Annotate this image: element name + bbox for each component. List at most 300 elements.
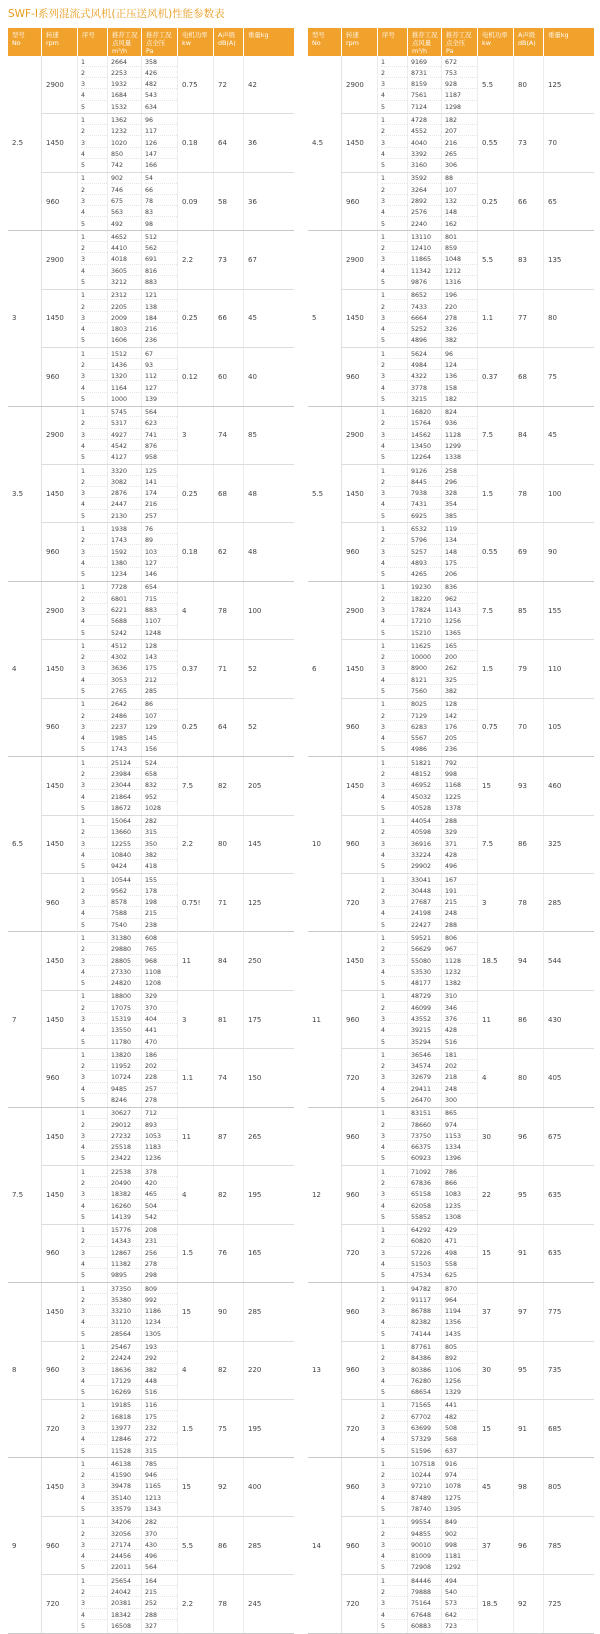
pressure-list <box>442 1342 478 1399</box>
flow-list <box>408 1517 442 1574</box>
list-value: 306 <box>445 162 458 170</box>
list-value: 200 <box>445 654 477 662</box>
header-line: No <box>312 39 321 47</box>
rpm-value: 1450 <box>42 1458 78 1515</box>
list-value: 78 <box>145 198 177 206</box>
list-value: 2876 <box>111 490 141 498</box>
power-value: 1.5 <box>478 465 514 522</box>
weight-value: 125 <box>548 80 562 89</box>
list-value: 3 <box>381 256 407 264</box>
list-value: 22011 <box>111 1564 132 1572</box>
list-value: 282 <box>145 1519 177 1527</box>
power-value: 3 <box>478 874 514 931</box>
power-value: 1.5 <box>178 1400 214 1457</box>
list-value: 5 <box>381 921 386 929</box>
list-value: 16260 <box>111 1203 141 1211</box>
list-value: 558 <box>445 1261 477 1269</box>
list-value: 2447 <box>111 501 141 509</box>
header-line: 转速 <box>46 31 59 39</box>
list-value: 3 <box>81 899 107 907</box>
noise-value: 92 <box>514 1575 544 1632</box>
table-row <box>342 757 594 815</box>
list-value: 2 <box>81 771 107 779</box>
list-value: 148 <box>445 549 477 557</box>
list-value: 30448 <box>411 888 441 896</box>
power-value: 15 <box>478 757 514 814</box>
list-value: 4 <box>81 794 107 802</box>
power-value: 2.2 <box>178 231 214 288</box>
list-value: 60820 <box>411 1238 441 1246</box>
list-value: 11952 <box>111 1063 141 1071</box>
list-value: 5 <box>381 337 386 345</box>
flow-list <box>408 874 442 931</box>
list-value: 93 <box>145 362 177 370</box>
list-value: 494 <box>445 1578 477 1586</box>
list-value: 7561 <box>411 92 441 100</box>
weight-value: 90 <box>548 548 557 557</box>
rpm-value: 1450 <box>342 757 378 814</box>
list-value: 3 <box>381 373 407 381</box>
model-number: 12 <box>308 1108 342 1282</box>
list-value: 205 <box>445 735 477 743</box>
seq-list <box>378 1458 408 1515</box>
list-value: 1 <box>381 351 407 359</box>
list-value: 430 <box>145 1542 177 1550</box>
header-line: 电机功率 <box>482 31 508 39</box>
rpm-value: 2900 <box>42 231 78 288</box>
list-value: 11780 <box>111 1038 132 1046</box>
noise-value: 96 <box>514 1517 544 1574</box>
list-value: 13820 <box>111 1052 141 1060</box>
list-value: 20490 <box>111 1180 141 1188</box>
model-number: 6.5 <box>8 757 42 931</box>
table-row <box>42 173 294 230</box>
list-value: 7938 <box>411 490 441 498</box>
rpm-value: 960 <box>42 348 78 405</box>
table-row <box>342 407 594 465</box>
noise-value: 86 <box>214 1517 244 1574</box>
flow-list <box>108 757 142 814</box>
list-value: 21864 <box>111 794 141 802</box>
list-value: 1232 <box>111 128 141 136</box>
list-value: 642 <box>445 1612 477 1620</box>
list-value: 4 <box>381 1027 407 1035</box>
list-value: 4 <box>381 852 407 860</box>
list-value: 3 <box>381 549 407 557</box>
list-value: 2 <box>81 537 107 545</box>
flow-list <box>108 1166 142 1223</box>
pressure-list <box>442 1575 478 1632</box>
list-value: 1 <box>81 818 107 826</box>
noise-value: 72 <box>214 56 244 113</box>
list-value: 1 <box>381 1286 407 1294</box>
header-line: rpm <box>346 39 359 47</box>
list-value: 148 <box>445 209 477 217</box>
table-row <box>342 1458 594 1516</box>
list-value: 18342 <box>111 1612 141 1620</box>
list-value: 1168 <box>445 782 477 790</box>
list-value: 3 <box>381 607 407 615</box>
list-value: 2 <box>381 1238 407 1246</box>
list-value: 6283 <box>411 724 441 732</box>
noise-value: 73 <box>514 114 544 171</box>
list-value: 1164 <box>111 385 141 393</box>
list-value: 5688 <box>111 618 141 626</box>
noise-value: 91 <box>514 1225 544 1282</box>
list-value: 504 <box>145 1203 177 1211</box>
list-value: 1020 <box>111 140 141 148</box>
weight-value: 205 <box>248 781 262 790</box>
noise-value: 64 <box>214 114 244 171</box>
list-value: 418 <box>145 863 158 871</box>
header-line: 推荐工况 <box>446 31 472 39</box>
pressure-list <box>442 290 478 347</box>
seq-list <box>78 991 108 1048</box>
pressure-list <box>442 1225 478 1282</box>
list-value: 18636 <box>111 1367 141 1375</box>
list-value: 958 <box>145 454 158 462</box>
list-value: 46099 <box>411 1005 441 1013</box>
weight-value: 220 <box>248 1366 262 1375</box>
list-value: 568 <box>445 1436 477 1444</box>
noise-value: 91 <box>514 1400 544 1457</box>
flow-list <box>408 1575 442 1632</box>
list-value: 178 <box>145 888 177 896</box>
list-value: 946 <box>145 1472 177 1480</box>
list-value: 9485 <box>111 1086 141 1094</box>
power-value: 2.2 <box>178 1575 214 1632</box>
list-value: 5796 <box>411 537 441 545</box>
power-value: 11 <box>478 991 514 1048</box>
speed-groups <box>342 582 594 756</box>
list-value: 2 <box>381 713 407 721</box>
table-row <box>342 1108 594 1166</box>
list-value: 16508 <box>111 1622 132 1630</box>
list-value: 3 <box>81 140 107 148</box>
list-value: 18800 <box>111 993 141 1001</box>
list-value: 2 <box>381 304 407 312</box>
header-line: Pa <box>146 47 154 55</box>
list-value: 87489 <box>411 1495 441 1503</box>
list-value: 1 <box>81 175 107 183</box>
list-value: 5 <box>81 687 86 695</box>
list-value: 3 <box>81 315 107 323</box>
list-value: 4127 <box>111 454 128 462</box>
list-value: 12410 <box>411 245 441 253</box>
weight-value: 635 <box>548 1190 562 1199</box>
list-value: 1382 <box>445 980 462 988</box>
flow-list <box>108 114 142 171</box>
list-value: 206 <box>445 571 458 579</box>
list-value: 1 <box>381 526 407 534</box>
list-value: 2 <box>81 1531 107 1539</box>
list-value: 1028 <box>145 804 162 812</box>
list-value: 482 <box>445 1414 477 1422</box>
list-value: 1 <box>81 584 107 592</box>
flow-list <box>108 816 142 873</box>
list-value: 39215 <box>411 1027 441 1035</box>
speed-groups <box>342 1108 594 1282</box>
list-value: 2 <box>381 1180 407 1188</box>
list-value: 8731 <box>411 70 441 78</box>
list-value: 67 <box>145 351 177 359</box>
list-value: 4 <box>81 1261 107 1269</box>
list-value: 13977 <box>111 1425 141 1433</box>
list-value: 785 <box>145 1461 177 1469</box>
list-value: 1308 <box>445 1213 462 1221</box>
list-value: 1225 <box>445 794 477 802</box>
seq-list <box>378 1517 408 1574</box>
noise-value: 68 <box>214 465 244 522</box>
list-value: 13550 <box>111 1027 141 1035</box>
power-value: 18.5 <box>478 1575 514 1632</box>
rpm-value: 1450 <box>42 991 78 1048</box>
weight-value: 285 <box>248 1541 262 1550</box>
weight-value: 67 <box>248 256 257 265</box>
flow-list <box>108 173 142 230</box>
list-value: 134 <box>445 537 477 545</box>
list-value: 441 <box>445 1402 477 1410</box>
list-value: 1 <box>81 526 107 534</box>
list-value: 482 <box>145 81 177 89</box>
noise-value: 80 <box>514 56 544 113</box>
list-value: 2 <box>81 713 107 721</box>
list-value: 4728 <box>411 117 441 125</box>
noise-value: 81 <box>214 991 244 1048</box>
power-value: 7.5 <box>478 816 514 873</box>
header-line: 序号 <box>382 31 395 39</box>
list-value: 1235 <box>445 1203 477 1211</box>
list-value: 34574 <box>411 1063 441 1071</box>
table-row <box>342 173 594 230</box>
flow-list <box>108 582 142 639</box>
noise-value: 66 <box>514 173 544 230</box>
list-value: 116 <box>145 1402 177 1410</box>
list-value: 94855 <box>411 1531 441 1539</box>
list-value: 176 <box>445 724 477 732</box>
list-value: 8121 <box>411 677 441 685</box>
list-value: 5 <box>81 1330 86 1338</box>
list-value: 1292 <box>445 1564 462 1572</box>
list-value: 5 <box>81 278 86 286</box>
list-value: 1 <box>381 409 407 417</box>
list-value: 1208 <box>145 980 162 988</box>
table-row <box>42 1166 294 1224</box>
list-value: 426 <box>145 70 177 78</box>
list-value: 3 <box>381 315 407 323</box>
list-value: 328 <box>445 490 477 498</box>
speed-groups <box>42 1108 294 1282</box>
table-header <box>308 28 594 56</box>
flow-list <box>408 1400 442 1457</box>
list-value: 8025 <box>411 701 441 709</box>
weight-value: 45 <box>548 431 557 440</box>
list-value: 119 <box>445 526 477 534</box>
list-value: 248 <box>445 1086 477 1094</box>
power-value: 5.5 <box>478 56 514 113</box>
weight-value: 40 <box>248 372 257 381</box>
list-value: 193 <box>145 1344 177 1352</box>
seq-list <box>378 757 408 814</box>
list-value: 2 <box>81 362 107 370</box>
list-value: 4 <box>81 443 107 451</box>
pressure-list <box>142 1458 178 1515</box>
seq-list <box>378 1342 408 1399</box>
list-value: 741 <box>145 432 177 440</box>
noise-value: 69 <box>514 523 544 580</box>
list-value: 1 <box>81 117 107 125</box>
list-value: 23984 <box>111 771 141 779</box>
list-value: 3 <box>381 1600 407 1608</box>
header-line: 重量kg <box>248 31 269 39</box>
list-value: 2 <box>81 829 107 837</box>
seq-list <box>78 114 108 171</box>
list-value: 300 <box>445 1097 458 1105</box>
list-value: 75164 <box>411 1600 441 1608</box>
list-value: 9876 <box>411 278 428 286</box>
flow-list <box>108 56 142 113</box>
list-value: 5 <box>81 337 86 345</box>
list-value: 1305 <box>145 1330 162 1338</box>
list-value: 60883 <box>411 1622 432 1630</box>
list-value: 73750 <box>411 1133 441 1141</box>
list-value: 1213 <box>145 1495 177 1503</box>
list-value: 174 <box>145 490 177 498</box>
rpm-value: 960 <box>42 1049 78 1106</box>
list-value: 11382 <box>111 1261 141 1269</box>
rpm-value: 960 <box>342 816 378 873</box>
list-value: 4018 <box>111 256 141 264</box>
list-value: 5 <box>81 980 86 988</box>
list-value: 220 <box>445 304 477 312</box>
list-value: 2 <box>381 1063 407 1071</box>
noise-value: 90 <box>214 1283 244 1340</box>
header-line: rpm <box>46 39 59 47</box>
list-value: 74144 <box>411 1330 432 1338</box>
list-value: 18382 <box>111 1191 141 1199</box>
model-number: 5.5 <box>308 407 342 581</box>
flow-list <box>408 1225 442 1282</box>
weight-value: 805 <box>548 1483 562 1492</box>
list-value: 2237 <box>111 724 141 732</box>
flow-list <box>108 465 142 522</box>
rpm-value: 1450 <box>42 1283 78 1340</box>
list-value: 2253 <box>111 70 141 78</box>
rpm-value: 960 <box>42 1342 78 1399</box>
list-value: 5 <box>381 395 386 403</box>
list-value: 2 <box>381 1005 407 1013</box>
table-row <box>42 1458 294 1516</box>
list-value: 315 <box>145 829 177 837</box>
seq-list <box>78 290 108 347</box>
list-value: 56629 <box>411 946 441 954</box>
list-value: 3 <box>381 1367 407 1375</box>
list-value: 998 <box>445 771 477 779</box>
list-value: 35294 <box>411 1038 432 1046</box>
model-group <box>308 407 594 582</box>
list-value: 9895 <box>111 1272 128 1280</box>
header-line: 点全压 <box>446 39 466 47</box>
list-value: 11865 <box>411 256 441 264</box>
list-value: 59521 <box>411 935 441 943</box>
list-value: 2 <box>81 1063 107 1071</box>
list-value: 962 <box>445 596 477 604</box>
seq-list <box>78 1517 108 1574</box>
pressure-list <box>142 1283 178 1340</box>
pressure-list <box>442 1458 478 1515</box>
list-value: 2 <box>81 128 107 136</box>
list-value: 1 <box>381 1402 407 1410</box>
list-value: 20381 <box>111 1600 141 1608</box>
weight-value: 675 <box>548 1132 562 1141</box>
list-value: 11528 <box>111 1447 132 1455</box>
list-value: 8445 <box>411 479 441 487</box>
list-value: 5 <box>81 220 86 228</box>
list-value: 672 <box>445 59 477 67</box>
list-value: 3392 <box>411 151 441 159</box>
pressure-list <box>142 757 178 814</box>
list-value: 3778 <box>411 385 441 393</box>
list-value: 2 <box>381 245 407 253</box>
power-value: 37 <box>478 1517 514 1574</box>
list-value: 3 <box>81 1250 107 1258</box>
list-value: 967 <box>445 946 477 954</box>
list-value: 849 <box>445 1519 477 1527</box>
list-value: 7540 <box>111 921 128 929</box>
list-value: 3 <box>381 841 407 849</box>
list-value: 9424 <box>111 863 128 871</box>
noise-value: 78 <box>214 1575 244 1632</box>
weight-value: 735 <box>548 1366 562 1375</box>
flow-list <box>108 1400 142 1457</box>
list-value: 62058 <box>411 1203 441 1211</box>
list-value: 1803 <box>111 326 141 334</box>
list-value: 428 <box>445 852 477 860</box>
pressure-list <box>442 874 478 931</box>
seq-list <box>378 407 408 464</box>
list-value: 1 <box>81 1286 107 1294</box>
list-value: 3 <box>381 724 407 732</box>
pressure-list <box>142 874 178 931</box>
weight-value: 245 <box>248 1599 262 1608</box>
list-value: 1194 <box>445 1308 477 1316</box>
list-value: 198 <box>145 899 177 907</box>
list-value: 4 <box>381 92 407 100</box>
list-value: 723 <box>445 1622 458 1630</box>
weight-value: 285 <box>248 1307 262 1316</box>
weight-value: 150 <box>248 1074 262 1083</box>
noise-value: 93 <box>514 757 544 814</box>
list-value: 5 <box>381 220 386 228</box>
noise-value: 78 <box>514 874 544 931</box>
list-value: 282 <box>145 818 177 826</box>
list-value: 128 <box>145 643 177 651</box>
list-value: 2 <box>381 537 407 545</box>
table-row <box>42 1283 294 1341</box>
list-value: 4542 <box>111 443 141 451</box>
list-value: 428 <box>445 1027 477 1035</box>
list-value: 107 <box>445 187 477 195</box>
list-value: 3 <box>381 1542 407 1550</box>
list-value: 112 <box>145 373 177 381</box>
list-value: 2 <box>381 420 407 428</box>
list-value: 902 <box>111 175 141 183</box>
list-value: 4 <box>81 151 107 159</box>
seq-list <box>78 1400 108 1457</box>
list-value: 22427 <box>411 921 432 929</box>
list-value: 792 <box>445 760 477 768</box>
power-value: 15 <box>178 1458 214 1515</box>
